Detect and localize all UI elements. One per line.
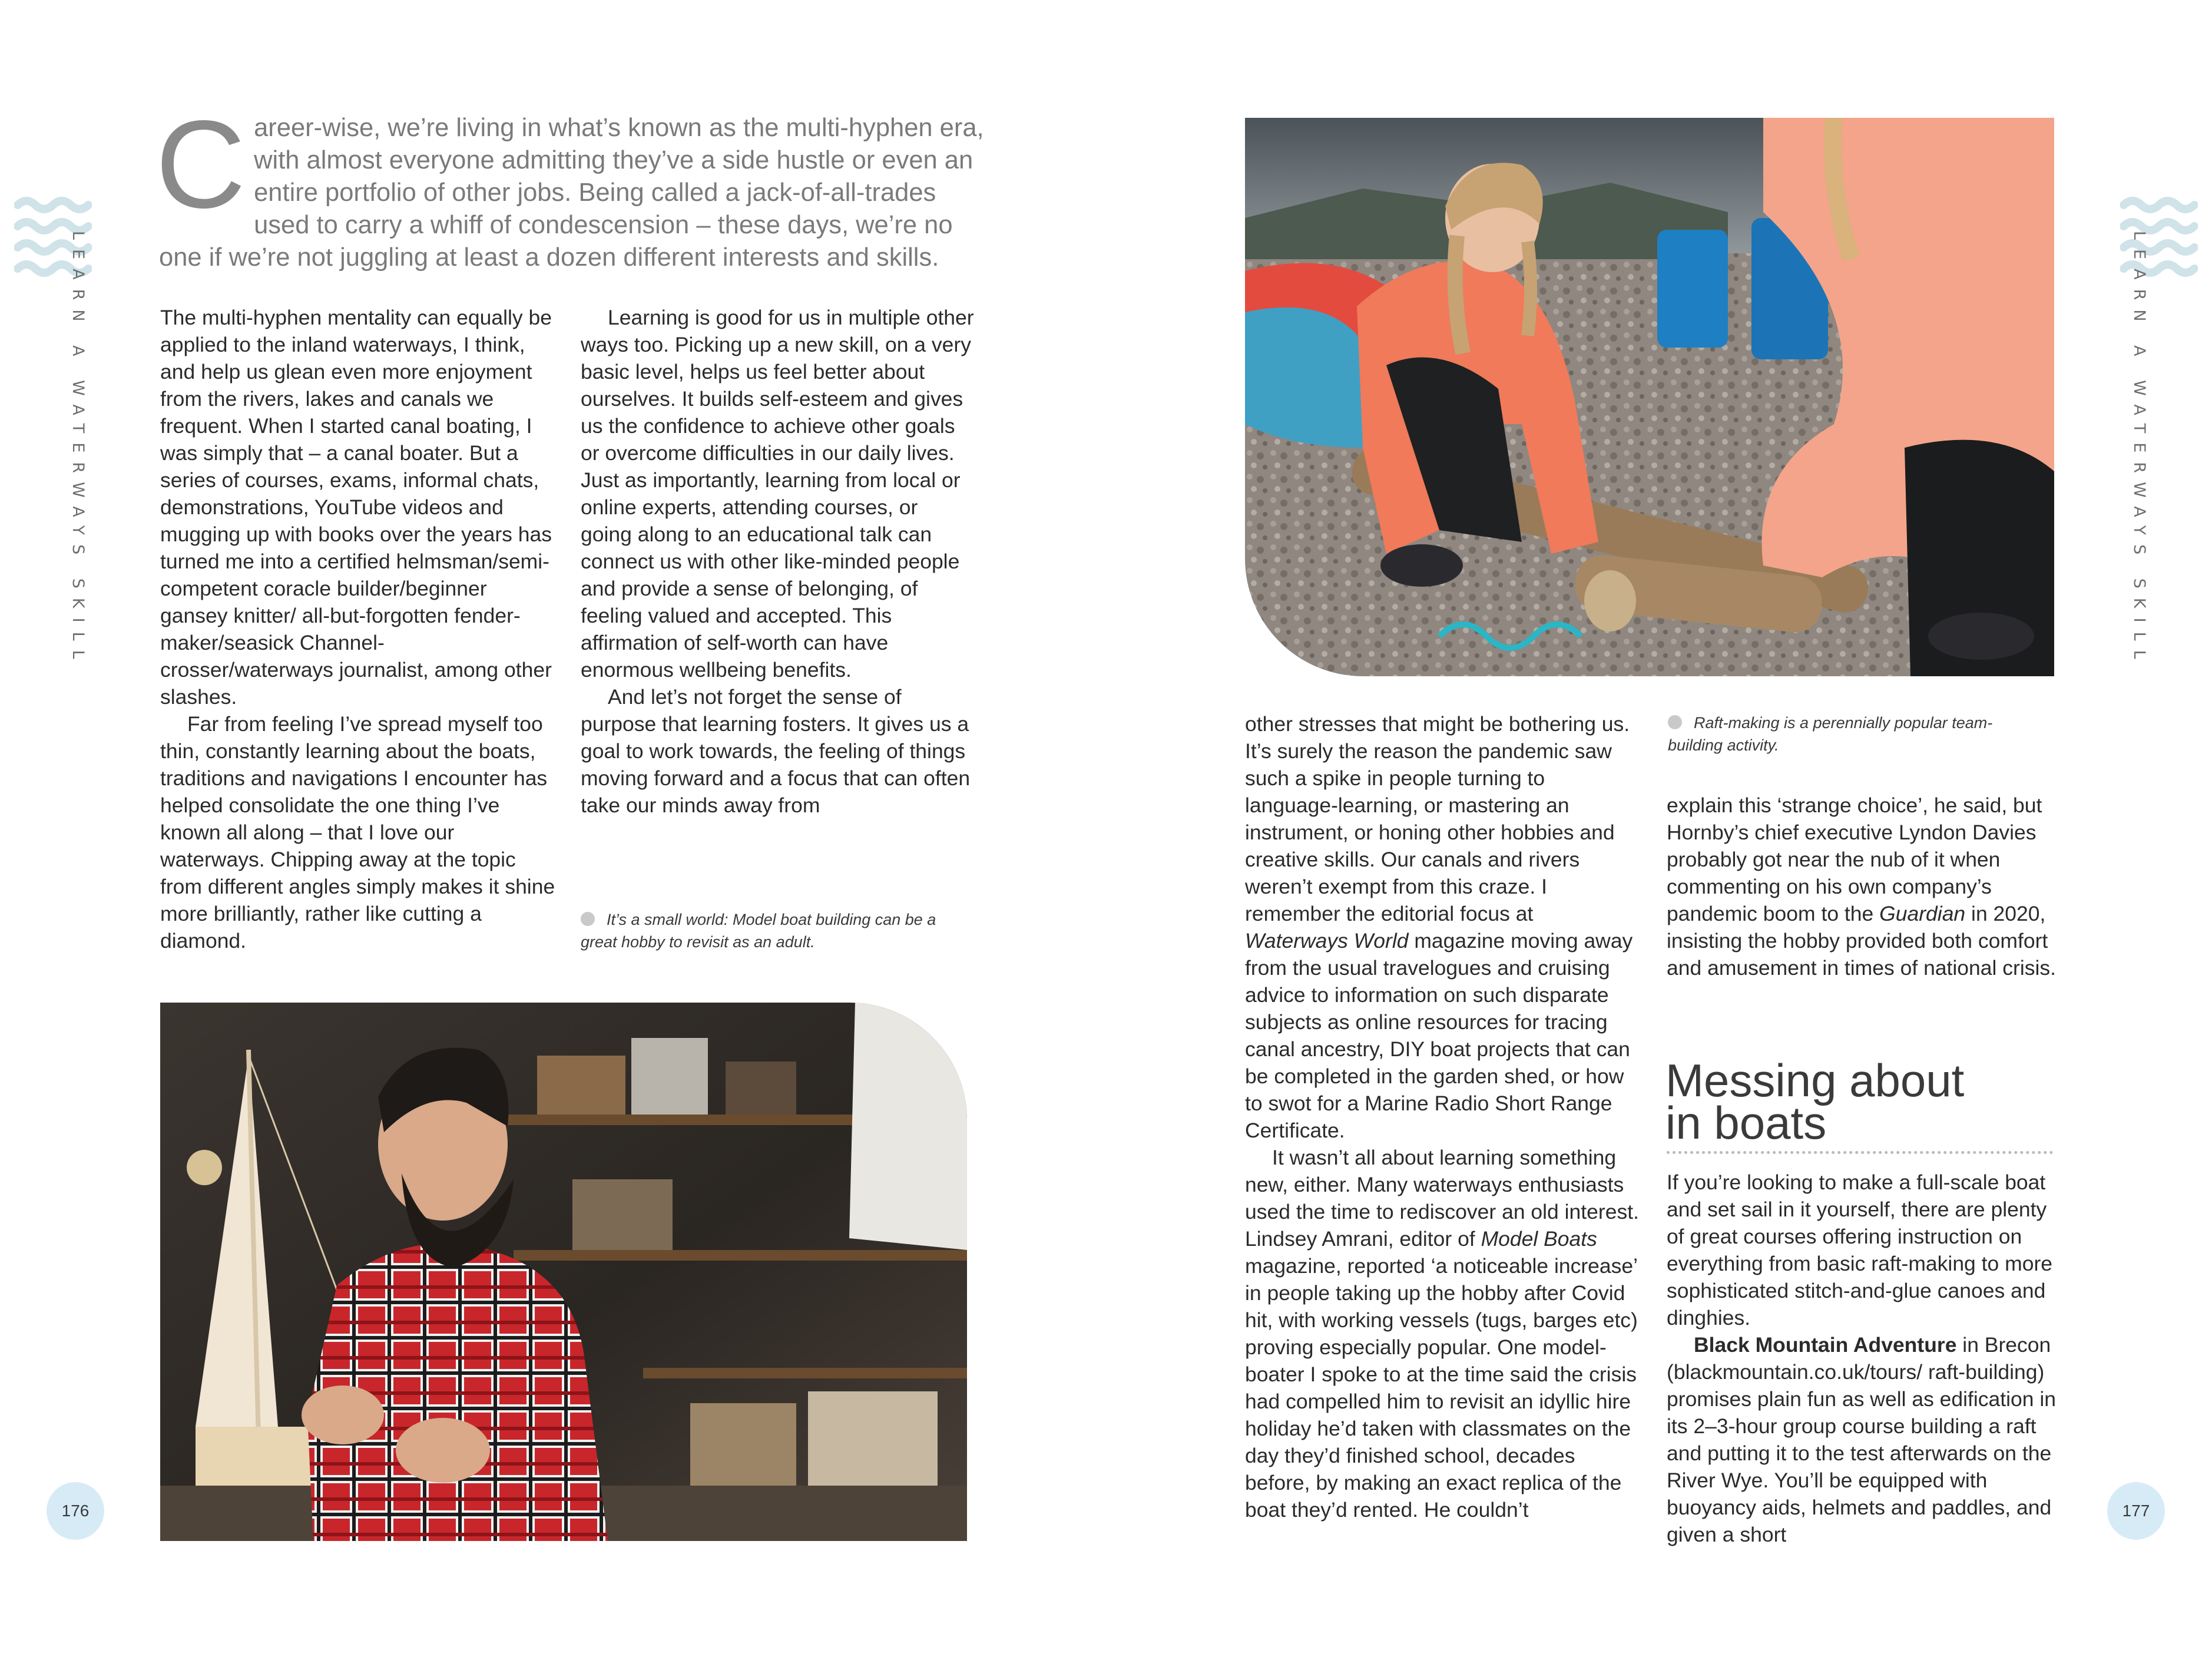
text-run: other stresses that might be bothering us. It’s surely the reason the pandemic saw such a spike in people turning to language-learning, or mastering an instrument, or honing other hobbies and creative skills. Our canals and rivers weren’t exempt from this craze. I remember the editorial focus at [1245,712,1630,925]
page-number-right: 177 [2107,1482,2165,1540]
body-column-2 [581,304,974,819]
body-column-4-continued [1667,1169,2060,1548]
paragraph: Far from feeling I’ve spread myself too thin, constantly learning about the boats, traditions and navigations I encounter has helped consolidate the one thing I’ve known all along – that I love our waterways. Chipping away at the topic from different angles simply makes it shine more brilliantly, rather like cutting a diamond. [160,712,555,953]
text-run: in 2020, insisting the hobby provided both comfort and amusement in times of national crisis. [1667,902,2056,980]
section-heading [1665,1054,2042,1149]
caption-bullet-icon [581,912,595,926]
text-run: It wasn’t all about learning something new, either. Many waterways enthusiasts used the time to rediscover an old interest. Lindsey Amrani, editor of [1245,1146,1639,1251]
caption-text: Raft-making is a perennially popular team-building activity. [1668,714,1993,754]
paragraph [1245,1144,1641,1523]
running-head-left: LEARN A WATERWAYS SKILL [69,231,87,669]
page-number-left: 176 [47,1482,104,1540]
caption-raft-making [1668,712,2045,756]
publication-title: Guardian [1879,902,1966,925]
paragraph: The multi-hyphen mentality can equally be applied to the inland waterways, I think, and help us glean even more enjoyment from the rivers, lakes and canals we frequent. When I started canal boating, I was simply that – a canal boater. But a series of courses, exams, informal chats, demonstrations, YouTube videos and mugging up with books over the years has turned me into a certified helmsman/semi-competent coracle builder/beginner gansey knitter/ all-but-forgotten fender-maker/seasick Channel-crosser/waterways journalist, among other slashes. [160,306,552,709]
drop-cap: C [155,94,246,234]
heading-line: Messing about [1665,1054,1965,1106]
paragraph [1667,1331,2060,1548]
intro-text: areer-wise, we’re living in what’s known as the multi-hyphen era, with almost everyone admitting they’ve a side hustle or even an entire portfolio of other jobs. Being called a jack-of-all-trades used to carry a whiff of condescension – these days, we’re no one if we’re not juggling at least a dozen different interests and skills. [159,114,984,272]
company-name: Black Mountain Adventure [1694,1333,1957,1357]
text-run: magazine, reported ‘a noticeable increase’ in people taking up the hobby after Covid hit, with working vessels (tugs, barges etc) proving especially popular. One model-boater I spoke to at the time said the crisis had compelled him to revisit an idyllic hire holiday he’d taken with classmates on the day they’d finished school, decades before, by making an exact replica of the boat they’d rented. He couldn’t [1245,1254,1638,1522]
running-head-right: LEARN A WATERWAYS SKILL [2130,231,2148,669]
publication-title: Model Boats [1481,1227,1597,1251]
paragraph [1245,710,1641,1144]
body-column-4 [1667,792,2060,981]
paragraph: If you’re looking to make a full-scale boat and set sail in it yourself, there are plenty of great courses offering instruction on everything from basic raft-making to more sophisticated stitch-and-glue canoes and dinghies. [1667,1170,2053,1330]
text-run: in Brecon (blackmountain.co.uk/tours/ raft-building) promises plain fun as well as edification in its 2–3-hour group course building a raft and putting it to the test afterwards on the River Wye. You’ll be equipped with buoyancy aids, helmets and paddles, and given a short [1667,1333,2057,1546]
text-run: explain this ‘strange choice’, he said, but Hornby’s chief executive Lyndon Davies probably got near the nub of it when commenting on his own company’s pandemic boom to the [1667,793,2042,925]
body-column-3 [1245,710,1641,1523]
caption-bullet-icon [1668,715,1682,729]
caption-text: It’s a small world: Model boat building can be a great hobby to revisit as an adult. [581,911,936,951]
body-column-1 [160,304,556,954]
paragraph: And let’s not forget the sense of purpose that learning fosters. It gives us a goal to work towards, the feeling of things moving forward and a focus that can often take our minds away from [581,685,971,817]
publication-title: Waterways World [1245,929,1409,953]
photo-model-boat-builder [160,1003,967,1541]
heading-divider [1667,1151,2053,1154]
text-run: magazine moving away from the usual travelogues and cruising advice to information on such disparate subjects as online resources for tracing canal ancestry, DIY boat projects that can be completed in the garden shed, or how to swot for a Marine Radio Short Range Certificate. [1245,929,1633,1142]
paragraph [1667,792,2060,981]
photo-raft-making [1245,118,2054,676]
intro-standfirst [155,94,989,274]
paragraph: Learning is good for us in multiple other ways too. Picking up a new skill, on a very basic level, helps us feel better about ourselves. It builds self-esteem and gives us the confidence to achieve other goals or overcome difficulties in our daily lives. Just as importantly, learning from local or online experts, attending courses, or going along to an educational talk can connect us with other like-minded people and provide a sense of belonging, of feeling valued and accepted. This affirmation of self-worth can have enormous wellbeing benefits. [581,306,974,682]
heading-line: in boats [1665,1097,1827,1149]
caption-model-boat [581,908,958,953]
